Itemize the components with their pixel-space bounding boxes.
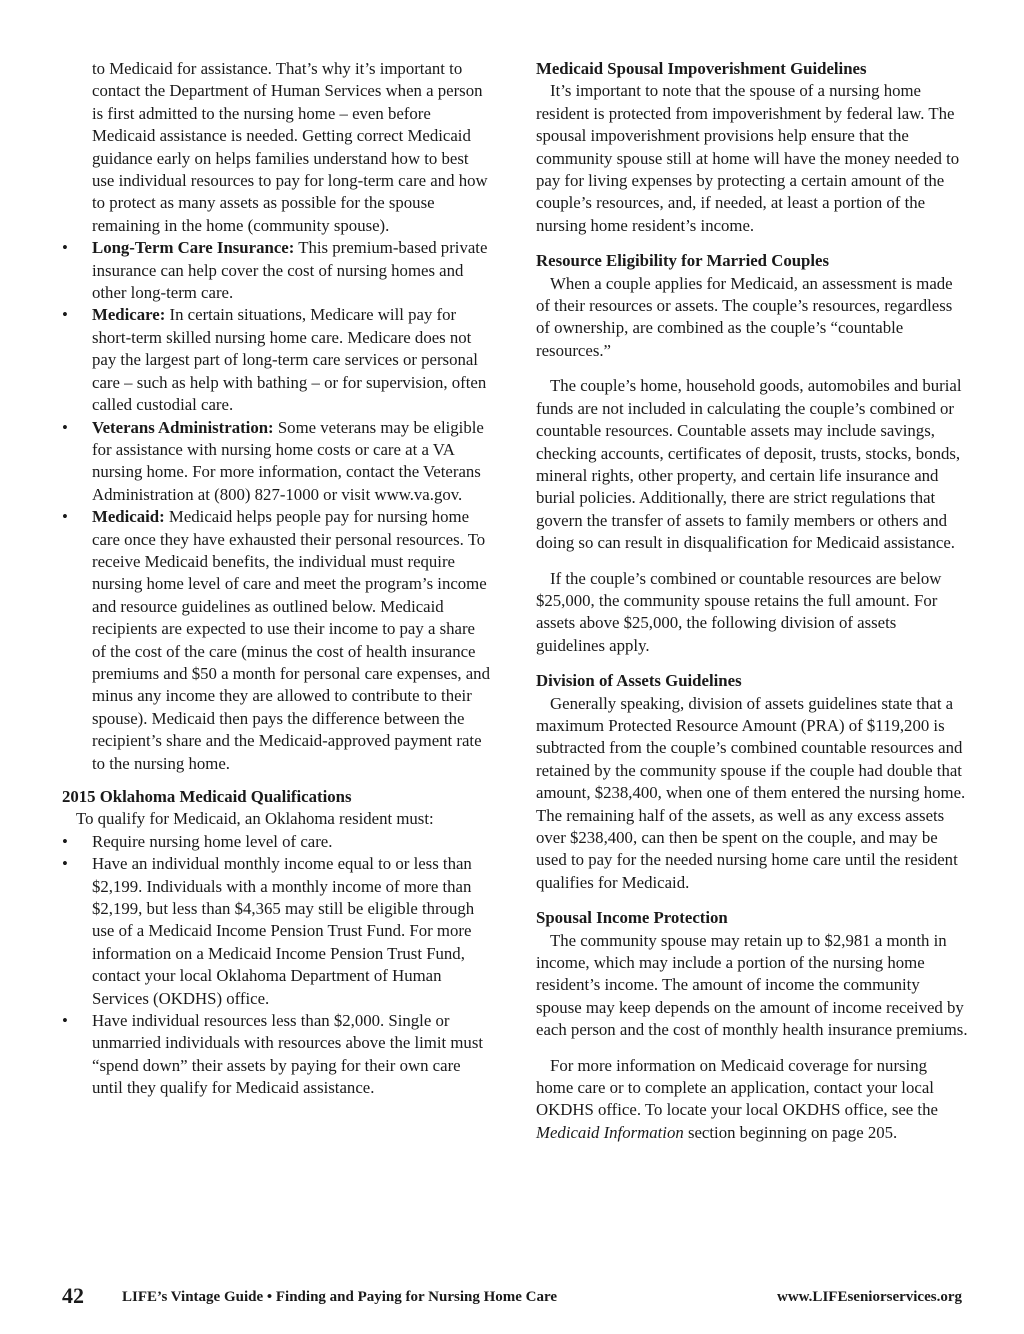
paragraph-text: section beginning on page 205.: [683, 1122, 898, 1142]
list-item-label: Long-Term Care Insurance:: [92, 238, 295, 258]
qualifications-list: [62, 831, 492, 1100]
right-column: [536, 58, 968, 1144]
paragraph: When a couple applies for Medicaid, an assessment is made of their resources or assets. The couple’s resources, regardless of ownership, are combined as the couple’s “countable resources.”: [536, 273, 953, 360]
list-item: • Have an individual monthly income equal to or less than $2,199. Individuals with a monthly income of more than $2,199, but less than $4,365 may still be eligible through use of a Medicaid Income Pension Trust Fund. For more information on a Medicaid Income Pension Trust Fund, contact your local Oklahoma Department of Human Services (OKDHS) office.: [62, 853, 492, 1010]
left-column: [62, 58, 492, 1100]
footer-title: LIFE’s Vintage Guide • Finding and Paying for Nursing Home Care: [122, 1289, 558, 1305]
paragraph: [536, 1055, 968, 1145]
page-number: 42: [62, 1283, 84, 1308]
list-item-text: Medicaid helps people pay for nursing home care once they have exhausted their personal resources. To receive Medicaid benefits, the individual must require nursing home level of care and meet the program’s income and resource guidelines as outlined below. Medicaid recipients are expected to use their income to pay a share of the cost of the care (minus the cost of health insurance premiums and $50 a month for personal care expenses, and minus any income they are allowed to contribute to their spouse). Medicaid then pays the difference between the recipient’s share and the Medicaid-approved payment rate to the nursing home.: [92, 507, 490, 773]
list-item: [62, 237, 492, 304]
footer-url: www.LIFEseniorservices.org: [777, 1289, 962, 1305]
paragraph: The community spouse may retain up to $2,981 a month in income, which may include a portion of the nursing home resident’s income. The amount of income the community spouse may keep depends on the amount of income received by each person and the cost of monthly health insurance premiums.: [536, 930, 968, 1040]
paragraph: The couple’s home, household goods, automobiles and burial funds are not included in calculating the couple’s combined or countable resources. Countable assets may include savings, checking accounts, certificates of deposit, trusts, stocks, bonds, mineral rights, other property, and certain life insurance and burial policies. Additionally, there are strict regulations that govern the transfer of assets to family members or others and doing so can result in disqualification for Medicaid assistance.: [536, 376, 962, 553]
list-item-text: Some veterans may be eligible for assistance with nursing home costs or care at a VA nursing home. For more information, contact the Veterans Administration at (800) 827-1000 or visit www.va.gov.: [92, 417, 484, 504]
list-item-label: Veterans Administration:: [92, 417, 274, 437]
qualifications-heading: 2015 Oklahoma Medicaid Qualifications: [62, 787, 352, 806]
section-heading: Division of Assets Guidelines: [536, 671, 742, 691]
list-item: [62, 417, 492, 507]
list-item: • Have individual resources less than $2,000. Single or unmarried individuals with resources above the limit must “spend down” their assets by paying for their own care until they qualify for Medicaid assistance.: [62, 1010, 492, 1100]
section-heading: Resource Eligibility for Married Couples: [536, 251, 830, 271]
paragraph: Generally speaking, division of assets guidelines state that a maximum Protected Resource Amount (PRA) of $119,200 is subtracted from the couple’s combined countable resources and retained by the community spouse if the couple had double that amount, $238,400, when one of them entered the nursing home. The remaining half of the assets, as well as any excess assets over $238,400, can then be spent on the couple, and may be used to pay for the needed nursing home care until the resident qualifies for Medicaid.: [536, 693, 966, 892]
list-item: [62, 506, 492, 775]
paragraph-text: For more information on Medicaid coverage for nursing home care or to complete an application, contact your local OKDHS office. To locate your local OKDHS office, see the: [536, 1055, 938, 1120]
paragraph: If the couple’s combined or countable resources are below $25,000, the community spouse retains the full amount. For assets above $25,000, the following division of assets guidelines apply.: [536, 568, 942, 655]
page-footer: [62, 1283, 962, 1313]
list-item: • Require nursing home level of care.: [62, 831, 492, 853]
section-heading: Medicaid Spousal Impoverishment Guidelines: [536, 59, 867, 78]
list-item: [62, 304, 492, 416]
care-options-list: [62, 237, 492, 775]
list-item-label: Medicaid:: [92, 507, 165, 527]
section-reference: Medicaid Information: [536, 1122, 684, 1142]
intro-paragraph: to Medicaid for assistance. That’s why it’s important to contact the Department of Human Services when a person is first admitted to the nursing home – even before Medicaid assistance is needed. Getting correct Medicaid guidance early on helps families understand how to best use individual resources to pay for long-term care and how to protect as many assets as possible for the spouse remaining in the home (community spouse).: [92, 59, 488, 235]
list-item-text: In certain situations, Medicare will pay for short-term skilled nursing home care. Medicare does not pay the largest part of long-term care services or personal care – such as help with bathing – or for supervision, often called custodial care.: [92, 305, 487, 415]
section-heading: Spousal Income Protection: [536, 908, 728, 928]
qualifications-intro: To qualify for Medicaid, an Oklahoma resident must:: [76, 809, 434, 829]
paragraph: It’s important to note that the spouse of a nursing home resident is protected from impoverishment by federal law. The spousal impoverishment provisions help ensure that the community spouse still at home will have the money needed to pay for living expenses by protecting a certain amount of the couple’s resources, and, if needed, at least a portion of the nursing home resident’s income.: [536, 81, 960, 235]
list-item-label: Medicare:: [92, 305, 166, 325]
list-item-text: This premium-based private insurance can help cover the cost of nursing homes and other long-term care.: [92, 238, 488, 303]
